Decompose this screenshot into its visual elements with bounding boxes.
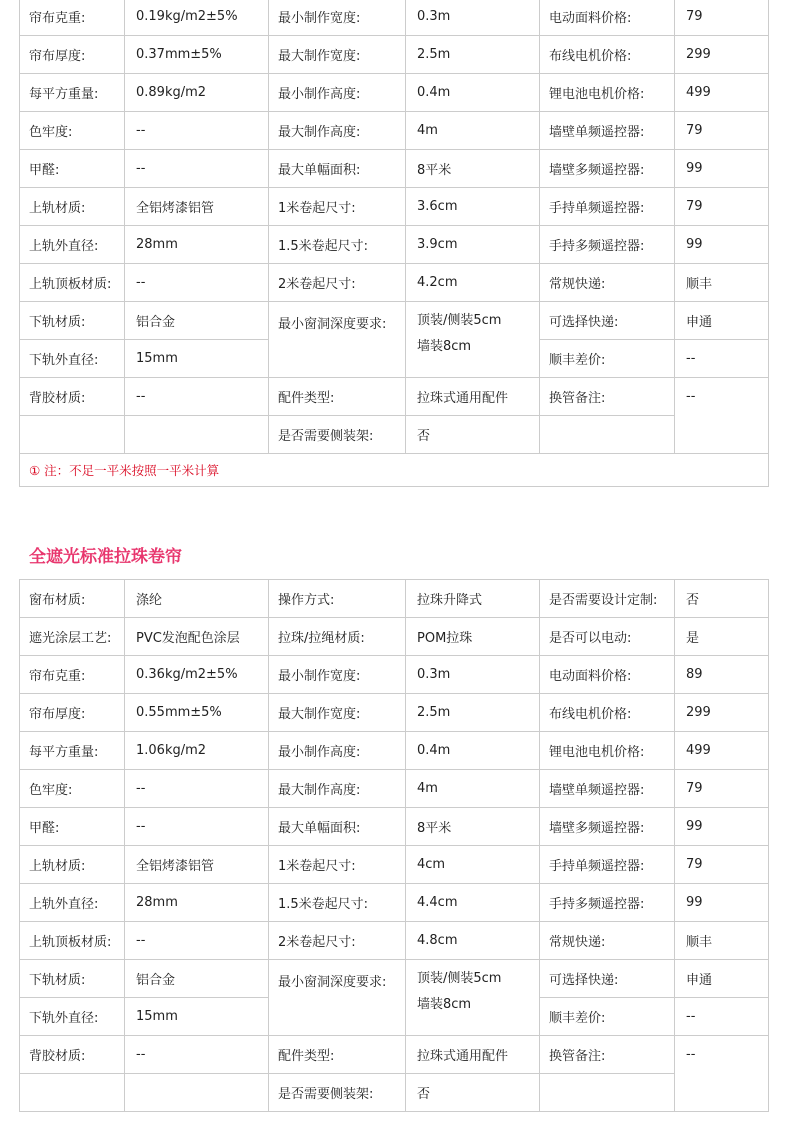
- cell-label: 下轨材质:: [20, 960, 125, 998]
- table-row: [20, 808, 769, 846]
- cell-label: 常规快递:: [540, 922, 675, 960]
- cell-value: 2.5m: [406, 694, 540, 732]
- cell-value: 3.9cm: [406, 226, 540, 264]
- table-row: [20, 618, 769, 656]
- cell-value: --: [125, 264, 269, 302]
- cell-value: 79: [675, 0, 769, 36]
- cell-value: 0.4m: [406, 732, 540, 770]
- cell-label: 帘布克重:: [20, 0, 125, 36]
- cell-empty: [540, 416, 675, 454]
- table-row: [20, 302, 769, 340]
- cell-value: 拉珠式通用配件: [406, 1036, 540, 1074]
- table-row: [20, 226, 769, 264]
- cell-label: 最小窗洞深度要求:: [269, 960, 406, 1036]
- cell-value: 全铝烤漆铝管: [125, 188, 269, 226]
- depth-line-2: 墙装8cm: [417, 339, 472, 354]
- spec-table-1-body: [20, 0, 769, 302]
- cell-label: 1米卷起尺寸:: [269, 188, 406, 226]
- cell-label: 色牢度:: [20, 112, 125, 150]
- cell-value: 0.55mm±5%: [125, 694, 269, 732]
- table-row: [20, 1036, 769, 1074]
- cell-label: 上轨材质:: [20, 188, 125, 226]
- cell-label: 下轨外直径:: [20, 340, 125, 378]
- cell-label: 背胶材质:: [20, 378, 125, 416]
- cell-empty: [125, 416, 269, 454]
- cell-label: 是否需要侧装架:: [269, 416, 406, 454]
- table-row: [20, 732, 769, 770]
- table-row: [20, 846, 769, 884]
- cell-value: 299: [675, 36, 769, 74]
- cell-label: 配件类型:: [269, 1036, 406, 1074]
- cell-value: 1.06kg/m2: [125, 732, 269, 770]
- cell-value: 79: [675, 188, 769, 226]
- table-row: [20, 378, 769, 416]
- cell-value: 3.6cm: [406, 188, 540, 226]
- cell-label: 2米卷起尺寸:: [269, 264, 406, 302]
- cell-empty: [20, 1074, 125, 1112]
- table-row: [20, 884, 769, 922]
- cell-value: 2.5m: [406, 36, 540, 74]
- cell-value: 否: [406, 416, 540, 454]
- cell-label: 下轨材质:: [20, 302, 125, 340]
- spec-table-2: [19, 579, 769, 1112]
- cell-empty: [540, 1074, 675, 1112]
- cell-value: 15mm: [125, 998, 269, 1036]
- cell-value: 4m: [406, 770, 540, 808]
- cell-value: 99: [675, 150, 769, 188]
- cell-value: 全铝烤漆铝管: [125, 846, 269, 884]
- cell-empty: [20, 416, 125, 454]
- cell-value: 99: [675, 226, 769, 264]
- cell-label: 锂电池电机价格:: [540, 74, 675, 112]
- cell-label: 常规快递:: [540, 264, 675, 302]
- cell-value: 99: [675, 808, 769, 846]
- cell-label: 拉珠/拉绳材质:: [269, 618, 406, 656]
- cell-value: [406, 302, 540, 378]
- cell-value: 99: [675, 884, 769, 922]
- cell-value: 0.4m: [406, 74, 540, 112]
- table-row: [20, 74, 769, 112]
- cell-value: 0.19kg/m2±5%: [125, 0, 269, 36]
- cell-label: 1.5米卷起尺寸:: [269, 226, 406, 264]
- cell-label: 可选择快递:: [540, 960, 675, 998]
- cell-value: 0.36kg/m2±5%: [125, 656, 269, 694]
- cell-label: 顺丰差价:: [540, 998, 675, 1036]
- cell-label: 帘布厚度:: [20, 694, 125, 732]
- section-title: 全遮光标准拉珠卷帘: [29, 547, 182, 567]
- cell-label: 操作方式:: [269, 580, 406, 618]
- cell-value: POM拉珠: [406, 618, 540, 656]
- cell-value: 申通: [675, 960, 769, 998]
- cell-label: 帘布克重:: [20, 656, 125, 694]
- spec-table-2-body: [20, 580, 769, 960]
- cell-empty: [125, 1074, 269, 1112]
- table-row: [20, 150, 769, 188]
- cell-label: 墙壁多频遥控器:: [540, 150, 675, 188]
- spec-table-1: [19, 0, 769, 487]
- cell-value: --: [125, 808, 269, 846]
- cell-value: 79: [675, 770, 769, 808]
- cell-value: 15mm: [125, 340, 269, 378]
- cell-label: 最小制作宽度:: [269, 656, 406, 694]
- cell-label: 上轨顶板材质:: [20, 264, 125, 302]
- table-row: [20, 656, 769, 694]
- cell-value: 铝合金: [125, 302, 269, 340]
- cell-label: 配件类型:: [269, 378, 406, 416]
- cell-label: 遮光涂层工艺:: [20, 618, 125, 656]
- table-row: [20, 1074, 769, 1112]
- cell-value: 4.4cm: [406, 884, 540, 922]
- cell-label: 电动面料价格:: [540, 0, 675, 36]
- cell-label: 每平方重量:: [20, 74, 125, 112]
- cell-label: 最小制作高度:: [269, 732, 406, 770]
- cell-value: --: [125, 1036, 269, 1074]
- cell-value: 顺丰: [675, 264, 769, 302]
- cell-value: --: [125, 922, 269, 960]
- cell-label: 帘布厚度:: [20, 36, 125, 74]
- cell-value: --: [675, 1036, 769, 1112]
- cell-label: 1米卷起尺寸:: [269, 846, 406, 884]
- cell-value: 0.3m: [406, 0, 540, 36]
- cell-label: 电动面料价格:: [540, 656, 675, 694]
- cell-value: 拉珠式通用配件: [406, 378, 540, 416]
- cell-label: 2米卷起尺寸:: [269, 922, 406, 960]
- depth-line-2: 墙装8cm: [417, 997, 472, 1012]
- cell-label: 是否需要侧装架:: [269, 1074, 406, 1112]
- table-row: [20, 922, 769, 960]
- cell-value: 79: [675, 846, 769, 884]
- table-row: [20, 960, 769, 998]
- cell-label: 墙壁单频遥控器:: [540, 112, 675, 150]
- cell-value: 28mm: [125, 884, 269, 922]
- cell-label: 甲醛:: [20, 150, 125, 188]
- cell-value: 89: [675, 656, 769, 694]
- cell-label: 顺丰差价:: [540, 340, 675, 378]
- cell-value: 4.2cm: [406, 264, 540, 302]
- cell-label: 最大制作宽度:: [269, 36, 406, 74]
- table-row: [20, 0, 769, 36]
- cell-value: 8平米: [406, 150, 540, 188]
- cell-value: 79: [675, 112, 769, 150]
- cell-label: 窗布材质:: [20, 580, 125, 618]
- table-row: [20, 416, 769, 454]
- cell-value: 499: [675, 74, 769, 112]
- cell-label: 手持单频遥控器:: [540, 846, 675, 884]
- cell-label: 上轨外直径:: [20, 226, 125, 264]
- cell-value: 8平米: [406, 808, 540, 846]
- cell-value: 否: [406, 1074, 540, 1112]
- cell-value: 0.37mm±5%: [125, 36, 269, 74]
- cell-value: 是: [675, 618, 769, 656]
- cell-value: --: [125, 150, 269, 188]
- cell-label: 锂电池电机价格:: [540, 732, 675, 770]
- cell-label: 最小制作宽度:: [269, 0, 406, 36]
- table-row: [20, 770, 769, 808]
- cell-label: 是否可以电动:: [540, 618, 675, 656]
- table-row: [20, 580, 769, 618]
- cell-value: 4m: [406, 112, 540, 150]
- cell-label: 手持多频遥控器:: [540, 884, 675, 922]
- depth-line-1: 顶装/侧装5cm: [417, 971, 502, 986]
- cell-value: 拉珠升降式: [406, 580, 540, 618]
- note-text: ① 注：不足一平米按照一平米计算: [20, 454, 769, 487]
- cell-label: 最大单幅面积:: [269, 150, 406, 188]
- table-row: [20, 264, 769, 302]
- spec-table-1-lower: [20, 302, 769, 487]
- cell-value: --: [125, 770, 269, 808]
- cell-value: 顺丰: [675, 922, 769, 960]
- table-row: [20, 36, 769, 74]
- cell-label: 布线电机价格:: [540, 36, 675, 74]
- cell-label: 换管备注:: [540, 1036, 675, 1074]
- cell-label: 每平方重量:: [20, 732, 125, 770]
- cell-label: 下轨外直径:: [20, 998, 125, 1036]
- cell-value: 否: [675, 580, 769, 618]
- cell-label: 最大单幅面积:: [269, 808, 406, 846]
- note-row: [20, 454, 769, 487]
- cell-label: 上轨顶板材质:: [20, 922, 125, 960]
- cell-label: 换管备注:: [540, 378, 675, 416]
- cell-value: 4.8cm: [406, 922, 540, 960]
- cell-value: 499: [675, 732, 769, 770]
- cell-label: 墙壁单频遥控器:: [540, 770, 675, 808]
- cell-value: --: [675, 340, 769, 378]
- cell-value: --: [125, 112, 269, 150]
- cell-label: 最大制作高度:: [269, 770, 406, 808]
- cell-label: 墙壁多频遥控器:: [540, 808, 675, 846]
- cell-value: --: [125, 378, 269, 416]
- cell-value: 299: [675, 694, 769, 732]
- cell-label: 是否需要设计定制:: [540, 580, 675, 618]
- cell-label: 色牢度:: [20, 770, 125, 808]
- table-row: [20, 694, 769, 732]
- cell-value: 铝合金: [125, 960, 269, 998]
- cell-label: 手持单频遥控器:: [540, 188, 675, 226]
- cell-value: 涤纶: [125, 580, 269, 618]
- cell-value: --: [675, 998, 769, 1036]
- cell-value: 4cm: [406, 846, 540, 884]
- cell-value: 申通: [675, 302, 769, 340]
- table-row: [20, 112, 769, 150]
- cell-value: 0.89kg/m2: [125, 74, 269, 112]
- cell-label: 布线电机价格:: [540, 694, 675, 732]
- cell-label: 上轨外直径:: [20, 884, 125, 922]
- depth-line-1: 顶装/侧装5cm: [417, 313, 502, 328]
- cell-label: 背胶材质:: [20, 1036, 125, 1074]
- cell-label: 最小窗洞深度要求:: [269, 302, 406, 378]
- cell-value: 0.3m: [406, 656, 540, 694]
- cell-value: PVC发泡配色涂层: [125, 618, 269, 656]
- cell-label: 1.5米卷起尺寸:: [269, 884, 406, 922]
- spec-table-2-lower: [20, 960, 769, 1112]
- cell-label: 可选择快递:: [540, 302, 675, 340]
- cell-label: 手持多频遥控器:: [540, 226, 675, 264]
- cell-label: 上轨材质:: [20, 846, 125, 884]
- cell-value: 28mm: [125, 226, 269, 264]
- cell-label: 最小制作高度:: [269, 74, 406, 112]
- table-row: [20, 188, 769, 226]
- cell-value: [406, 960, 540, 1036]
- cell-label: 最大制作宽度:: [269, 694, 406, 732]
- cell-label: 甲醛:: [20, 808, 125, 846]
- cell-label: 最大制作高度:: [269, 112, 406, 150]
- cell-value: --: [675, 378, 769, 454]
